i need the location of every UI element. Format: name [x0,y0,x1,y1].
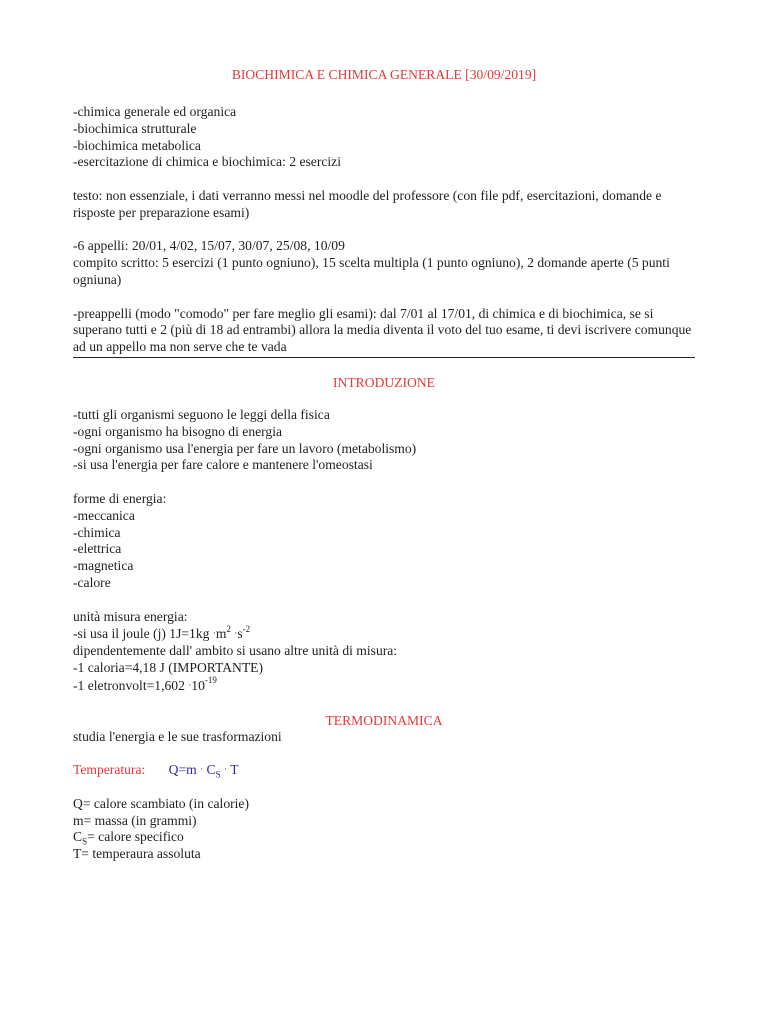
temperature-formula-row [73,761,695,779]
text-note-paragraph: testo: non essenziale, i dati verranno messi nel moodle del professore (con file pdf, esercitazioni, domande e risposte per preparazione esami) [73,187,662,220]
document-page [73,66,695,863]
list-item: -chimica [73,524,121,540]
appelli-line: -6 appelli: 20/01, 4/02, 15/07, 30/07, 25/08, 10/09 [73,238,345,254]
list-item: -magnetica [73,558,134,574]
definition-cs: $C_S=$ calore specifico [73,829,184,848]
definition-q: Q= calore scambiato (in calorie) [73,795,249,811]
thermo-heading: TERMODINAMICA [325,712,443,728]
compito-paragraph: compito scritto: 5 esercizi (1 punto ogniuno), 15 scelta multipla (1 punto ogniuno), 2 domande aperte (5 punti ogniuna) [73,255,670,287]
temperature-label: Temperatura: [73,762,146,778]
joule-definition: -si usa il joule (j) $1J=1kg \cdot m^2 \cdot s^{-2}$ [73,623,251,642]
course-topics-list [73,104,695,171]
list-item: -si usa l'energia per fare calore e mantenere l'omeostasi [73,457,373,473]
energy-units-label: unità misura energia: [73,608,188,624]
formula-definitions [73,796,695,863]
definition-m: m= massa (in grammi) [73,812,197,828]
list-item: -biochimica metabolica [73,137,201,153]
document-title: BIOCHIMICA E CHIMICA GENERALE [30/09/2019] [231,67,537,82]
section-divider [73,357,695,358]
preappelli-paragraph: -preappelli (modo "comodo" per fare meglio gli esami): dal 7/01 al 17/01, di chimica e di biochimica, se si superano tutti e 2 (più di 18 ad entrambi) allora la media diventa il voto del tuo esame, ti devi iscrivere comunque ad un appello ma non serve che te vada [73,305,692,355]
list-item: -meccanica [73,507,135,523]
list-item: -chimica generale ed organica [73,104,237,119]
energy-forms-label: forme di energia: [73,490,167,506]
heat-formula: $Q=m \cdot C_S \cdot T$ [168,762,239,781]
definition-t: T= temperaura assoluta [73,846,201,862]
thermo-subtitle: studia l'energia e le sue trasformazioni [73,728,282,744]
energy-forms-list [73,508,695,592]
list-item: -calore [73,574,111,590]
list-item: -tutti gli organismi seguono le leggi della fisica [73,406,330,422]
intro-points-list [73,407,695,474]
electronvolt-definition: -1 eletronvolt=1,602 $\cdot 10^{-19}$ [73,675,217,693]
list-item: -ogni organismo usa l'energia per fare un lavoro (metabolismo) [73,440,417,456]
list-item: -esercitazione di chimica e biochimica: 2 esercizi [73,154,341,170]
caloria-definition: -1 caloria=4,18 J (IMPORTANTE) [73,659,263,675]
list-item: -biochimica strutturale [73,120,197,136]
intro-heading: INTRODUZIONE [333,374,435,390]
list-item: -ogni organismo ha bisogno di energia [73,423,283,439]
other-units-line: dipendentemente dall' ambito si usano altre unità di misura: [73,643,398,659]
list-item: -elettrica [73,541,122,557]
